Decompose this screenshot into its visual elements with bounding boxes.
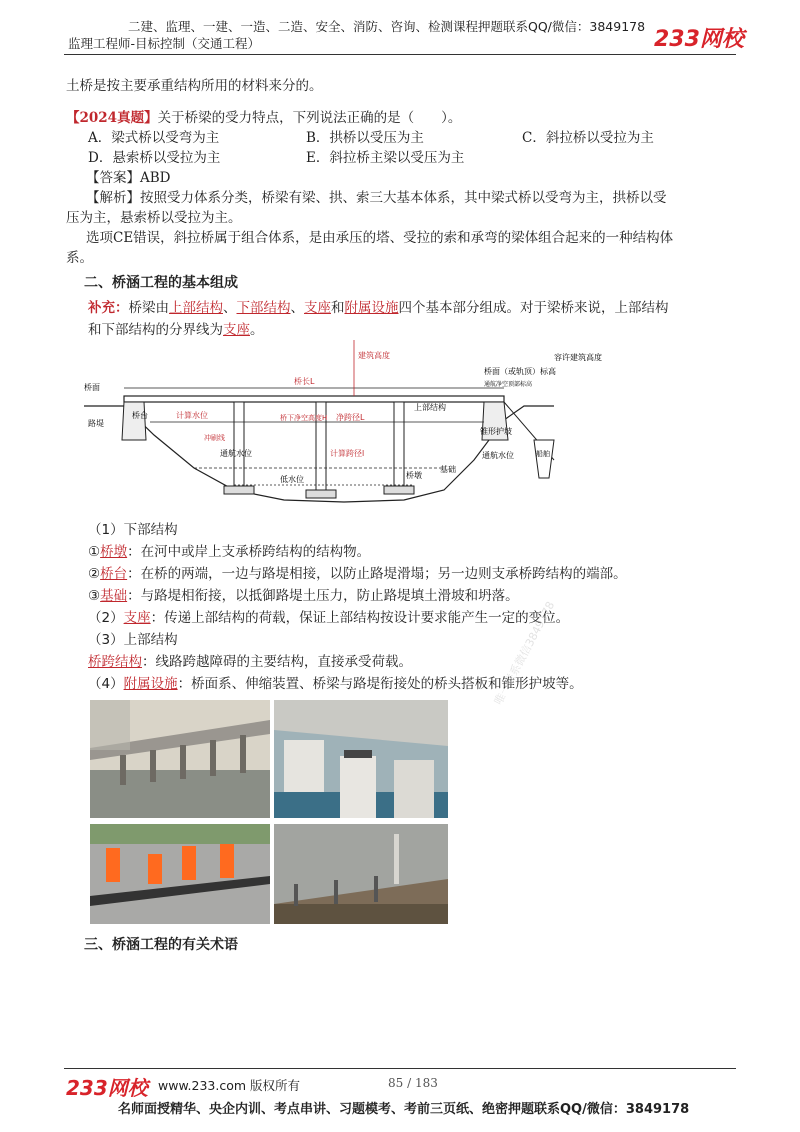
photo-bridge-bearing (274, 700, 448, 818)
footer-logo: 233网校 (66, 1076, 148, 1100)
section-3-title: 三、桥涵工程的有关术语 (84, 937, 238, 953)
label-span-length: 桥长L (294, 377, 315, 386)
left-abutment-shape (122, 402, 146, 440)
label-abutment: 桥台 (132, 411, 148, 420)
definition-text: ：线路跨越障碍的主要结构，直接承受荷载。 (142, 654, 412, 670)
intro-text: 土桥是按主要承重结构所用的材料来分的。 (66, 78, 323, 94)
supplement-label: 补充： (88, 300, 129, 316)
label-design-water-level: 计算水位 (176, 411, 208, 420)
label-allowable-height: 容许建筑高度 (554, 353, 602, 362)
definition-text: ：在河中或岸上支承桥跨结构的结构物。 (127, 544, 371, 560)
label-pier: 桥墩 (406, 471, 422, 480)
question-tag: 【2024真题】 (66, 110, 158, 126)
analysis-line-2: 压为主，悬索桥以受拉为主。 (66, 210, 242, 226)
analysis-line-4: 系。 (66, 250, 93, 266)
header-subtitle: 监理工程师-目标控制（交通工程） (68, 36, 261, 51)
list-number: ① (88, 544, 101, 560)
pier-definition (88, 540, 370, 560)
term-foundation: 基础 (100, 588, 128, 604)
option-b: B．拱桥以受压为主 (306, 130, 424, 146)
supplement-line-2 (88, 318, 264, 338)
question-stem: 关于桥梁的受力特点，下列说法正确的是（ ）。 (157, 110, 462, 126)
supplement-line-1 (88, 296, 669, 316)
separator: 、 (223, 300, 237, 316)
list-number: ② (88, 566, 101, 582)
pier-footing-2 (306, 490, 336, 498)
definition-text: ：在桥的两端，一边与路堤相接，以防止路堤滑塌；另一边则支承桥跨结构的端部。 (127, 566, 627, 582)
answer: 【答案】ABD (86, 170, 171, 186)
term-pier: 桥墩 (100, 544, 128, 560)
photo-bridge-underside (274, 824, 448, 924)
pier-shape-3 (394, 402, 404, 486)
section-2-title: 二、桥涵工程的基本组成 (84, 275, 238, 291)
option-e: E．斜拉桥主梁以受压为主 (306, 150, 465, 166)
footer-site: www.233.com 版权所有 (158, 1078, 300, 1093)
upper-structure-heading: （3）上部结构 (88, 632, 178, 648)
supplement-text: 四个基本部分组成。对于梁桥来说，上部结构 (398, 300, 669, 316)
label-cone-slope: 锥形护坡 (480, 427, 512, 436)
pier-footing-1 (224, 486, 254, 494)
footer-promo: 名师面授精华、央企内训、考点串讲、习题模考、考前三页纸、绝密押题联系QQ/微信：3849178 (118, 1102, 690, 1117)
definition-text: ：传递上部结构的荷载，保证上部结构按设计要求能产生一定的变位。 (150, 610, 570, 626)
bridge-composition-diagram (84, 340, 602, 508)
analysis-line-1: 【解析】按照受力体系分类，桥梁有梁、拱、索三大基本体系，其中梁式桥以受弯为主，拱桥以受 (86, 190, 667, 206)
definition-text: ：桥面系、伸缩装置、桥梁与路堤衔接处的桥头搭板和锥形护坡等。 (177, 676, 583, 692)
option-c: C．斜拉桥以受拉为主 (522, 130, 654, 146)
lower-structure-heading: （1）下部结构 (88, 522, 178, 538)
term-bearing-item: 支座 (123, 610, 151, 626)
label-ship: 船舶 (536, 450, 550, 458)
question-stem-line (66, 106, 461, 126)
label-clear-span: 净跨径L (336, 413, 365, 422)
option-d: D．悬索桥以受拉为主 (88, 150, 221, 166)
supplement-text: 和下部结构的分界线为 (88, 322, 223, 338)
label-low-water-level: 低水位 (280, 475, 304, 484)
label-nav-clearance: 通航净空顶部标高 (484, 381, 533, 388)
list-number: （4） (88, 676, 124, 692)
abutment-definition (88, 562, 627, 582)
bridge-deck-shape (124, 396, 504, 402)
label-building-height: 建筑高度 (358, 351, 390, 360)
analysis-line-3: 选项CE错误，斜拉桥属于组合体系，是由承压的塔、受拉的索和承弯的梁体组合起来的一种结构体 (86, 230, 674, 246)
header-divider (64, 54, 736, 55)
label-nav-water-level: 通航水位 (220, 449, 252, 458)
pier-shape-1 (234, 402, 244, 486)
list-number: ③ (88, 588, 101, 604)
supplement-text: 桥梁由 (128, 300, 169, 316)
label-foundation: 基础 (440, 465, 456, 474)
watermark: 唯一联系微信3849178 (491, 599, 558, 708)
label-embankment: 路堤 (88, 419, 104, 428)
list-number: （2） (88, 610, 124, 626)
supplement-text: 。 (250, 322, 264, 338)
label-deck-elevation: 桥面（或轨顶）标高 (484, 367, 556, 376)
label-calc-span: 计算跨径l (330, 449, 365, 458)
label-clear-height: 桥下净空高度H (280, 414, 328, 422)
footer-divider (64, 1068, 736, 1069)
label-bridge-deck: 桥面 (84, 383, 100, 392)
photo-expansion-joint-work (90, 824, 270, 924)
separator: 、 (290, 300, 304, 316)
span-structure-definition (88, 650, 412, 670)
option-a: A．梁式桥以受弯为主 (88, 130, 220, 146)
label-nav-water-level-right: 通航水位 (482, 451, 514, 460)
term-bearing: 支座 (304, 300, 331, 316)
term-auxiliary: 附属设施 (344, 300, 399, 316)
ship-shape (534, 440, 554, 478)
label-scour-line: 冲刷线 (204, 434, 225, 442)
bearing-definition (88, 606, 569, 626)
term-auxiliary-item: 附属设施 (123, 676, 178, 692)
term-upper-structure: 上部结构 (169, 300, 223, 316)
label-upper-structure: 上部结构 (414, 403, 446, 412)
term-span-structure: 桥跨结构 (88, 654, 142, 670)
photo-bridge-side-view (90, 700, 270, 818)
term-abutment: 桥台 (100, 566, 128, 582)
header-top-line: 二建、监理、一建、一造、二造、安全、消防、咨询、检测课程押题联系QQ/微信：3849178 (128, 19, 646, 34)
definition-text: ：与路堤相衔接，以抵御路堤土压力，防止路堤填土滑坡和坍落。 (127, 588, 519, 604)
conjunction: 和 (331, 300, 345, 316)
pier-footing-3 (384, 486, 414, 494)
page-number: 85 / 183 (388, 1076, 438, 1090)
foundation-definition (88, 584, 519, 604)
term-lower-structure: 下部结构 (236, 300, 291, 316)
header-logo: 233网校 (654, 27, 744, 52)
term-bearing-boundary: 支座 (223, 322, 250, 338)
